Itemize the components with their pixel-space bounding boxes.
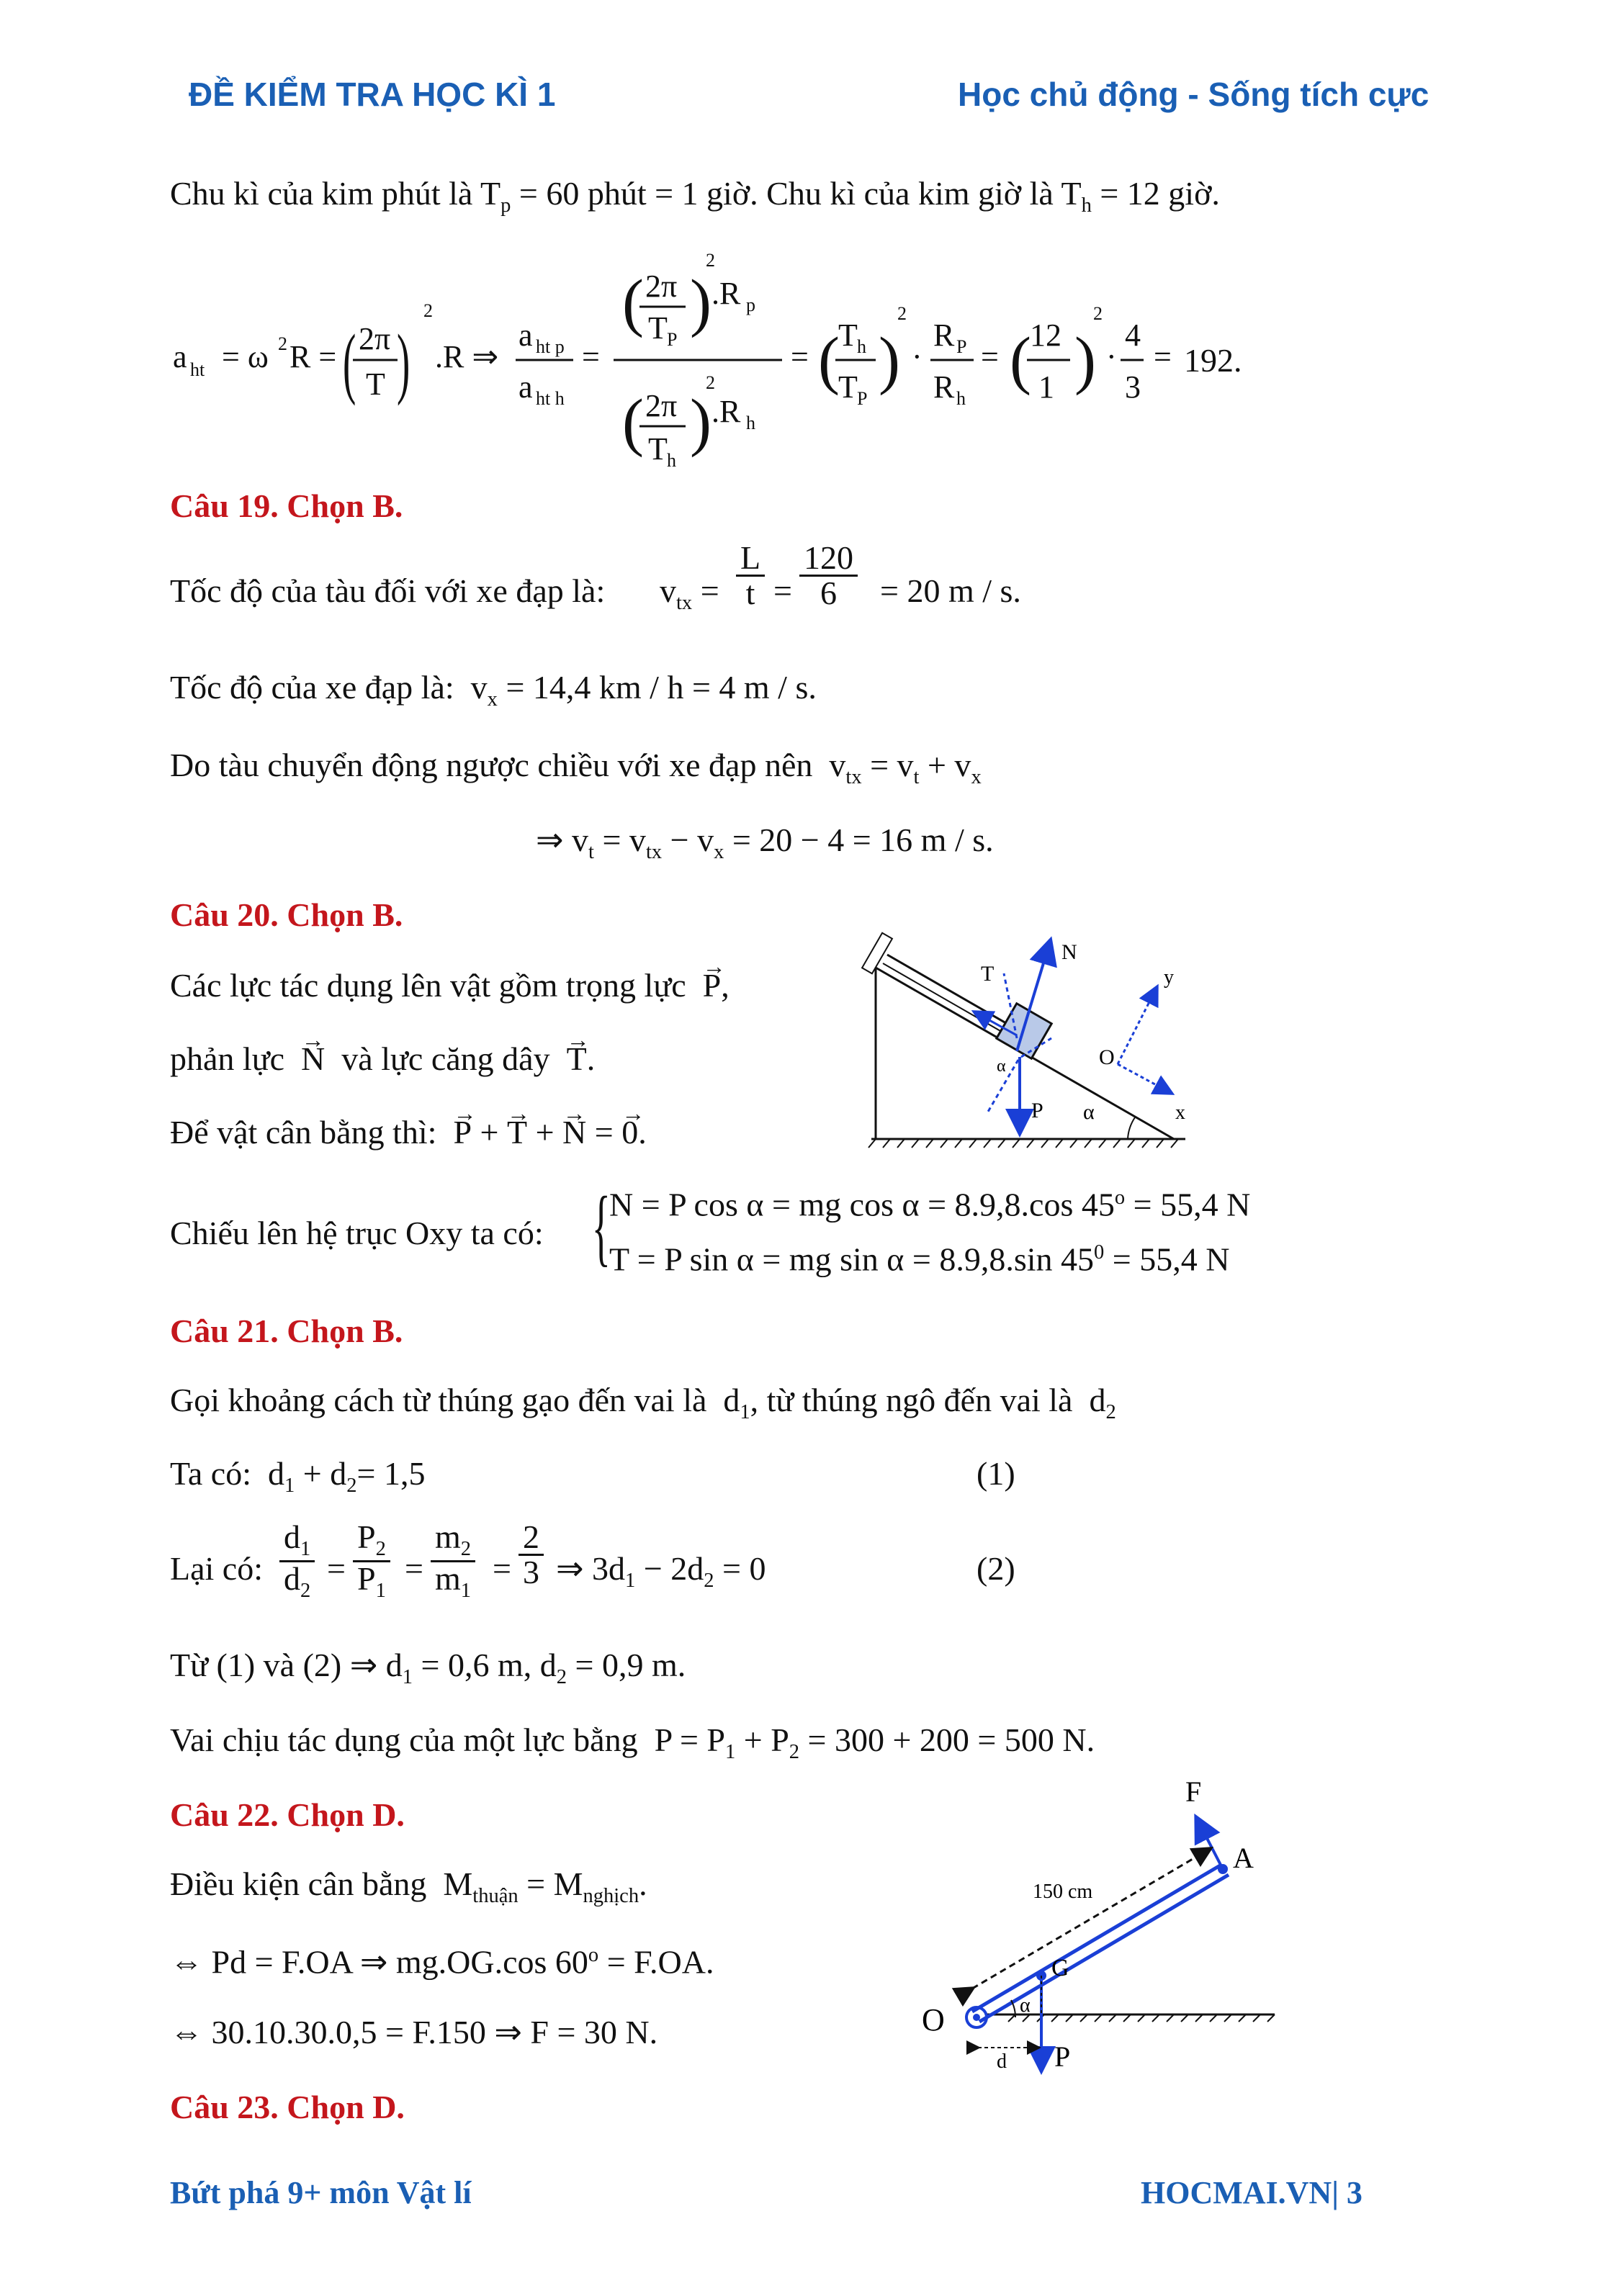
q22-l2-tail: = F.OA. <box>598 1943 714 1981</box>
q20-label-x: x <box>1175 1102 1185 1124</box>
q20-label-P: P <box>1031 1099 1043 1122</box>
q22-label-d: d <box>997 2050 1007 2073</box>
q21-line5: Vai chịu tác dụng của một lực bằng $P = P_1 + P_2 = 300 + 200 = 500$ N. <box>170 1721 1095 1764</box>
q21-line1: Gọi khoảng cách từ thúng gạo đến vai là $d_1$, từ thúng ngô đến vai là $d_2$ <box>170 1382 1116 1424</box>
q20-label-O: O <box>1099 1045 1115 1069</box>
svg-text:P: P <box>857 388 868 409</box>
svg-text:): ) <box>879 325 900 396</box>
svg-text:3: 3 <box>1125 369 1141 405</box>
q19-frac2-num: 120 <box>799 541 858 577</box>
q21-l4-text: Từ <box>170 1647 209 1683</box>
q20-eq1: N = P cos α = mg cos α = 8.9,8.cos $45^o = 55,4$ N <box>609 1186 1251 1223</box>
svg-text:2: 2 <box>423 300 433 321</box>
q19-frac1-den: t <box>745 575 755 611</box>
svg-text:2: 2 <box>278 333 287 354</box>
q21-l5-text: Vai chịu tác dụng của một lực bằng <box>170 1721 638 1758</box>
q22-label-F: F <box>1185 1775 1202 1808</box>
q20-label-T: T <box>981 962 995 986</box>
q19-frac2-den: 6 <box>820 575 837 611</box>
q19-line3: Do tàu chuyển động ngược chiều với xe đạp nên $v_{tx} = v_t + v_x$ <box>170 747 982 789</box>
q19-l3-text: Do tàu chuyển động ngược chiều với xe đạp nên <box>170 747 813 783</box>
q22-label-P: P <box>1054 2040 1071 2073</box>
svg-text:h: h <box>956 388 966 409</box>
svg-text:=: = <box>981 339 999 374</box>
svg-text:ht h: ht h <box>536 388 565 409</box>
svg-text:P: P <box>667 329 678 350</box>
svg-text:h: h <box>746 413 755 433</box>
footer-page: HOCMAI.VN| 3 <box>1141 2175 1363 2210</box>
svg-text:=: = <box>1154 339 1172 374</box>
q23-title: Câu 23. Chọn D. <box>170 2089 405 2125</box>
svg-text:·: · <box>1106 339 1117 374</box>
q21-line2: Ta có: $d_1 + d_2= 1,5$ (1) <box>170 1455 1015 1498</box>
svg-text:T: T <box>366 366 385 402</box>
svg-text:): ) <box>397 318 410 407</box>
q19-l1-result: = 20 m / s. <box>880 572 1021 609</box>
q20-l4-text: Chiếu lên hệ trục Oxy ta có: <box>170 1215 544 1251</box>
q22-l1-text: Điều kiện cân bằng <box>170 1865 427 1902</box>
q19-frac1-num: L <box>736 541 765 577</box>
svg-text:2: 2 <box>897 303 907 324</box>
svg-text:2: 2 <box>706 250 715 271</box>
q20-eq2: T = P sin α = mg sin α = 8.9,8.sin $45^0 = 55,4$ N <box>609 1241 1230 1278</box>
svg-text:(: ( <box>1010 325 1031 396</box>
q18-period-line: Chu kì của kim phút là $T_p = 60$ phút = 1 giờ. Chu kì của kim giờ là $T_h = 12$ giờ. <box>170 175 1220 217</box>
svg-text:T: T <box>838 369 858 405</box>
q18-text3: = 12 giờ. <box>1091 175 1220 212</box>
q21-title: Câu 21. Chọn B. <box>170 1313 403 1349</box>
svg-text:T: T <box>838 318 858 353</box>
q19-line2: Tốc độ của xe đạp là: $v_x = 14,4$ km / h = 4 m / s. <box>170 669 817 711</box>
svg-text:): ) <box>690 267 712 338</box>
svg-text:(: ( <box>343 318 356 407</box>
svg-text:2π: 2π <box>359 321 391 356</box>
q19-title: Câu 19. Chọn B. <box>170 487 403 524</box>
q21-line4: Từ (1) và (2) ⇒ $d_1 = 0,6$ m, $d_2 = 0,9$ m. <box>170 1647 686 1689</box>
q18-text: Chu kì của kim phút là T <box>170 175 501 212</box>
q21-line3: Lại có: $\frac{d_1}{d_2}$ = $\frac{P_2}{P_1}$ = $\frac{m_2}{m_1}$ = $\frac{2}{3}$ ⇒ $3d_1 - 2d_2 = 0$ (2) <box>170 1518 1015 1602</box>
q19-frac1 <box>736 541 765 610</box>
svg-text:2π: 2π <box>645 269 678 304</box>
svg-text:2: 2 <box>706 372 715 393</box>
q22-label-G: G <box>1051 1955 1069 1981</box>
q21-l3-text: Lại có: <box>170 1550 263 1587</box>
q19-l2-expr: = 14,4 km / h = 4 m / s. <box>506 669 817 706</box>
q20-eq2-text: T = P sin α = mg sin α = 8.9,8.sin 45 <box>609 1241 1094 1278</box>
q20-line1: Các lực tác dụng lên vật gồm trọng lực → P, <box>170 969 730 1002</box>
q21-l1b-text: , từ thúng ngô đến vai là <box>750 1382 1073 1418</box>
q21-l4b-text: và <box>263 1647 295 1683</box>
svg-text:.R ⇒: .R ⇒ <box>435 339 499 374</box>
svg-text:R: R <box>933 318 955 353</box>
q20-l2a-text: phản lực <box>170 1040 285 1077</box>
svg-text:= ω: = ω <box>222 339 269 374</box>
q20-l2b-text: và lực căng dây <box>341 1040 550 1077</box>
svg-text:a: a <box>519 369 533 405</box>
q18-result: 192. <box>1184 342 1242 379</box>
header-title: ĐỀ KIỂM TRA HỌC KÌ 1 <box>189 76 556 113</box>
q20-label-y: y <box>1164 966 1174 989</box>
svg-text:a: a <box>173 339 187 374</box>
q20-title: Câu 20. Chọn B. <box>170 896 403 933</box>
q21-l2-expr: = 1,5 <box>356 1455 426 1492</box>
svg-text:=: = <box>791 339 809 374</box>
svg-text:·: · <box>912 339 923 374</box>
svg-text:R: R <box>933 369 955 405</box>
svg-text:): ) <box>690 387 712 458</box>
q20-eq1-text: N = P cos α = mg cos α = 8.9,8.cos 45 <box>609 1186 1115 1223</box>
q19-l4-expr: = 20 − 4 = 16 m / s. <box>732 821 994 858</box>
q21-l2-text: Ta có: <box>170 1455 252 1492</box>
q22-label-alpha: α <box>1020 1994 1031 2017</box>
q22-line1: Điều kiện cân bằng $M_{thuận} = M_{nghịch}$. <box>170 1865 647 1908</box>
q21-tag2: (2) <box>977 1550 1015 1587</box>
q20-eq1-tail: = 55,4 N <box>1125 1186 1251 1223</box>
q18-formula-svg <box>170 245 1322 475</box>
svg-text:.R: .R <box>712 394 741 429</box>
svg-text:(: ( <box>622 387 644 458</box>
q22-line2: ⇔ Pd = F.OA ⇒ mg.OG.cos $60^o = F.OA$. <box>170 1943 714 1981</box>
q19-line4: ⇒ $v_t = v_{tx} - v_x = 20 - 4 = 16$ m / s. <box>536 821 994 864</box>
svg-text:ht p: ht p <box>536 336 565 357</box>
q22-label-O: O <box>922 2002 945 2038</box>
header-slogan: Học chủ động - Sống tích cực <box>958 76 1429 113</box>
q21-l4-expr: = 0,6 m, <box>421 1647 532 1683</box>
svg-text:T: T <box>648 431 668 467</box>
q20-label-alpha2: α <box>1083 1100 1095 1124</box>
footer-course: Bứt phá 9+ môn Vật lí <box>170 2175 472 2210</box>
q19-l1-text: Tốc độ của tàu đối với xe đạp là: <box>170 572 606 609</box>
svg-text:R =: R = <box>289 339 337 374</box>
q22-l2-text: ⇔ Pd = F.OA ⇒ mg.OG.cos 60 <box>170 1943 588 1981</box>
svg-text:=: = <box>582 339 600 374</box>
svg-text:(: ( <box>622 267 644 338</box>
svg-text:h: h <box>857 336 866 357</box>
q20-line3: Để vật cân bằng thì: → P + → T + → N = → 0. <box>170 1116 647 1149</box>
svg-text:ht: ht <box>190 359 205 380</box>
q22-lever-diagram <box>915 1760 1303 2076</box>
q22-l3-text: ⇔ 30.10.30.0,5 = F.150 ⇒ F = 30 N. <box>170 2014 658 2050</box>
q20-label-N: N <box>1061 940 1077 964</box>
q20-line2: phản lực → N và lực căng dây → T. <box>170 1043 595 1076</box>
svg-text:p: p <box>746 294 755 315</box>
q20-eq2-tail: = 55,4 N <box>1104 1241 1230 1278</box>
q21-tag1: (1) <box>977 1455 1015 1492</box>
svg-text:1: 1 <box>1038 369 1054 405</box>
svg-text:T: T <box>648 310 668 346</box>
svg-text:h: h <box>667 450 676 471</box>
q20-l1-text: Các lực tác dụng lên vật gồm trọng lực <box>170 967 686 1004</box>
svg-text:2π: 2π <box>645 388 678 423</box>
q18-text2: = 60 phút = 1 giờ. Chu kì của kim giờ là T <box>511 175 1082 212</box>
q22-label-150cm: 150 cm <box>1033 1881 1093 1903</box>
q21-l5-expr: = 300 + 200 = 500 N. <box>807 1721 1095 1758</box>
svg-text:a: a <box>519 318 533 353</box>
q20-l3-text: Để vật cân bằng thì: <box>170 1114 437 1151</box>
q22-title: Câu 22. Chọn D. <box>170 1796 405 1833</box>
q21-l4-expr2: = 0,9 m. <box>575 1647 686 1683</box>
q19-frac2 <box>799 541 858 610</box>
svg-text:2: 2 <box>1093 303 1103 324</box>
q22-line3 <box>170 2016 657 2049</box>
q22-label-A: A <box>1233 1842 1254 1874</box>
svg-text:(: ( <box>818 325 840 396</box>
svg-text:12: 12 <box>1030 318 1061 353</box>
q21-l1-text: Gọi khoảng cách từ thúng gạo đến vai là <box>170 1382 707 1418</box>
svg-text:): ) <box>1074 325 1096 396</box>
svg-text:4: 4 <box>1125 318 1141 353</box>
svg-text:.R: .R <box>712 276 741 311</box>
q19-l2-text: Tốc độ của xe đạp là: <box>170 669 454 706</box>
q20-label-alpha1: α <box>997 1057 1006 1076</box>
q20-incline-diagram <box>847 923 1250 1168</box>
svg-text:P: P <box>956 336 967 357</box>
